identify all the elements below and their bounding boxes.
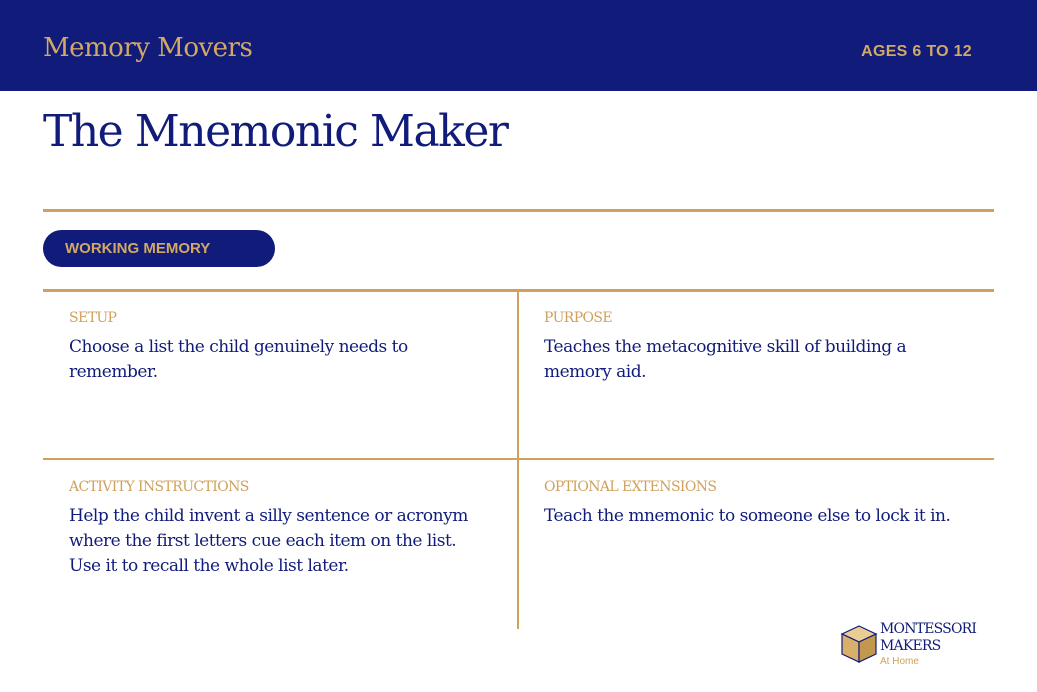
title-divider <box>43 209 994 212</box>
setup-heading: SETUP <box>69 310 117 326</box>
purpose-heading: PURPOSE <box>544 310 613 326</box>
header-banner <box>0 0 1037 91</box>
setup-text: Choose a list the child genuinely needs to remember. <box>69 337 408 382</box>
activity-text: Help the child invent a silly sentence or acronym where the first letters cue each item on the list. Use it to recall the whole list later. <box>69 506 468 576</box>
logo-line-montessori: MONTESSORI <box>880 621 977 637</box>
extensions-text: Teach the mnemonic to someone else to lock it in. <box>544 506 951 526</box>
grid-vertical-divider <box>517 291 519 629</box>
extensions-section <box>544 479 964 529</box>
category-badge-label: WORKING MEMORY <box>65 240 211 257</box>
brand-title: Memory Movers <box>43 33 253 63</box>
logo-line-makers: MAKERS <box>880 638 941 654</box>
activity-heading: ACTIVITY INSTRUCTIONS <box>69 479 249 495</box>
age-range-label: AGES 6 TO 12 <box>861 43 972 60</box>
purpose-text: Teaches the metacognitive skill of building a memory aid. <box>544 337 907 382</box>
setup-section <box>69 310 489 385</box>
logo-line-at-home: At Home <box>880 656 919 667</box>
montessori-makers-logo <box>840 620 995 670</box>
cube-icon <box>840 624 878 664</box>
category-badge <box>43 230 275 267</box>
activity-section <box>69 479 489 579</box>
extensions-heading: OPTIONAL EXTENSIONS <box>544 479 717 495</box>
page-title: The Mnemonic Maker <box>43 106 508 157</box>
purpose-section <box>544 310 964 385</box>
